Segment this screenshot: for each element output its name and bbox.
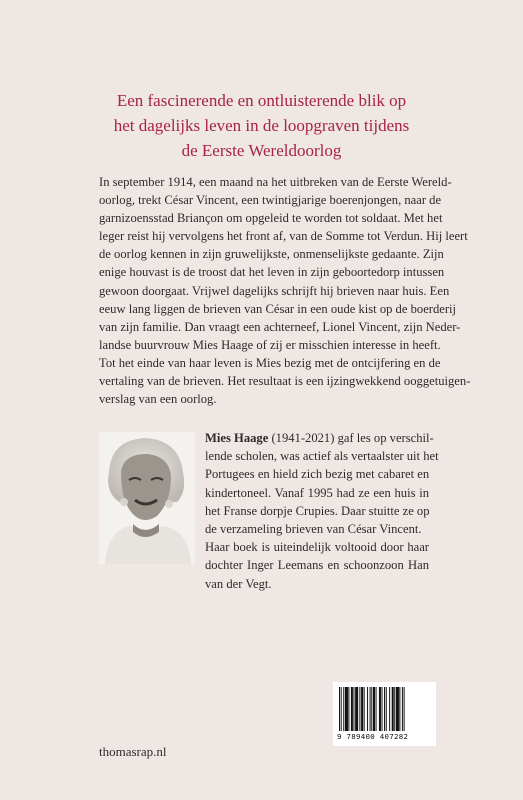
tagline-line: de Eerste Wereldoorlog [181,141,342,160]
barcode-bar [392,687,394,731]
bio-line: lende scholen, was actief als vertaalster uit het [205,449,439,464]
barcode-bar [386,687,387,731]
bio-line: de verzameling brieven van César Vincent. [205,522,422,537]
blurb-line: eeuw lang liggen de brieven van César in een oude kist op de boerderij [99,301,457,316]
blurb-line: oorlog, trekt César Vincent, een twintigjarige boerenjongen, naar de [99,193,442,208]
barcode-bar [355,687,358,731]
barcode-bar [394,687,395,731]
barcode-bar [402,687,403,731]
blurb-line: gewoon doorgaat. Vrijwel dagelijks schrijft hij brieven naar huis. Een [99,283,450,298]
bio-line: Portugees en hield zich bezig met cabaret en [205,467,430,482]
bio-line: dochter Inger Leemans en schoonzoon Han [205,558,429,573]
blurb-line: verslag van een oorlog. [99,392,217,407]
barcode-bar [361,687,363,731]
author-name: Mies Haage [205,431,269,445]
barcode-bar [348,687,349,731]
barcode-bar [382,687,383,731]
barcode-bar [359,687,360,731]
author-portrait-image [99,432,195,564]
barcode-bar [399,687,400,731]
barcode-bar [343,687,344,731]
author-photo [99,432,195,564]
barcode-bar [351,687,353,731]
blurb-line: In september 1914, een maand na het uitbreken van de Eerste Wereld- [99,175,452,189]
barcode-bar [373,687,375,731]
barcode-bar [367,687,368,731]
tagline-line: het dagelijks leven in de loopgraven tijdens [113,116,410,135]
barcode-bar [389,687,390,731]
author-bio [205,429,439,593]
blurb [99,173,471,408]
bio-line: kindertoneel. Vanaf 1995 had ze een huis in [205,485,429,500]
isbn-digits: 9 789400 407282 [337,732,409,741]
barcode-bar [376,687,377,731]
barcode-bar [371,687,372,731]
barcode-bar [370,687,371,731]
bio-line: Haar boek is uiteindelijk voltooid door haar [205,540,429,555]
barcode-bars [339,687,430,733]
blurb-line: vertaling van de brieven. Het resultaat is een ijzingwekkend ooggetuigen- [99,374,471,389]
blurb-line: enige houvast is de troost dat het leven in zijn geboortedorp intussen [99,265,445,280]
blurb-line: garnizoensstad Briançon om opgeleid te worden tot soldaat. Met het [99,211,443,226]
barcode-bar [353,687,354,731]
barcode-bar [364,687,365,731]
tagline [60,88,463,163]
barcode-bar [345,687,348,731]
barcode-bar [341,687,342,731]
bio-line: (1941-2021) gaf les op verschil- [268,431,434,445]
isbn-barcode [333,682,436,746]
barcode-bar [339,687,340,731]
barcode-bar [404,687,405,731]
barcode-bar [384,687,385,731]
blurb-line: van zijn familie. Dan vraagt een achterneef, Lionel Vincent, zijn Neder- [99,319,461,334]
bio-line: het Franse dorpje Crupies. Daar stuitte ze op [205,503,430,518]
blurb-line: de oorlog kennen in zijn gruwelijkste, onmenselijkste gedaante. Zijn [99,247,444,262]
barcode-bar [396,687,399,731]
blurb-line: landse buurvrouw Mies Haage of zij er misschien interesse in heeft. [99,337,441,352]
barcode-bar [379,687,381,731]
bio-line: van der Vegt. [205,576,272,591]
bio-first-line [205,429,434,447]
publisher-website: thomasrap.nl [99,744,167,759]
blurb-line: leger reist hij vervolgens het front af, van de Somme tot Verdun. Hij leert [99,229,468,244]
tagline-line: Een fascinerende en ontluisterende blik op [116,91,407,110]
blurb-line: Tot het einde van haar leven is Mies bezig met de ontcijfering en de [99,355,441,370]
